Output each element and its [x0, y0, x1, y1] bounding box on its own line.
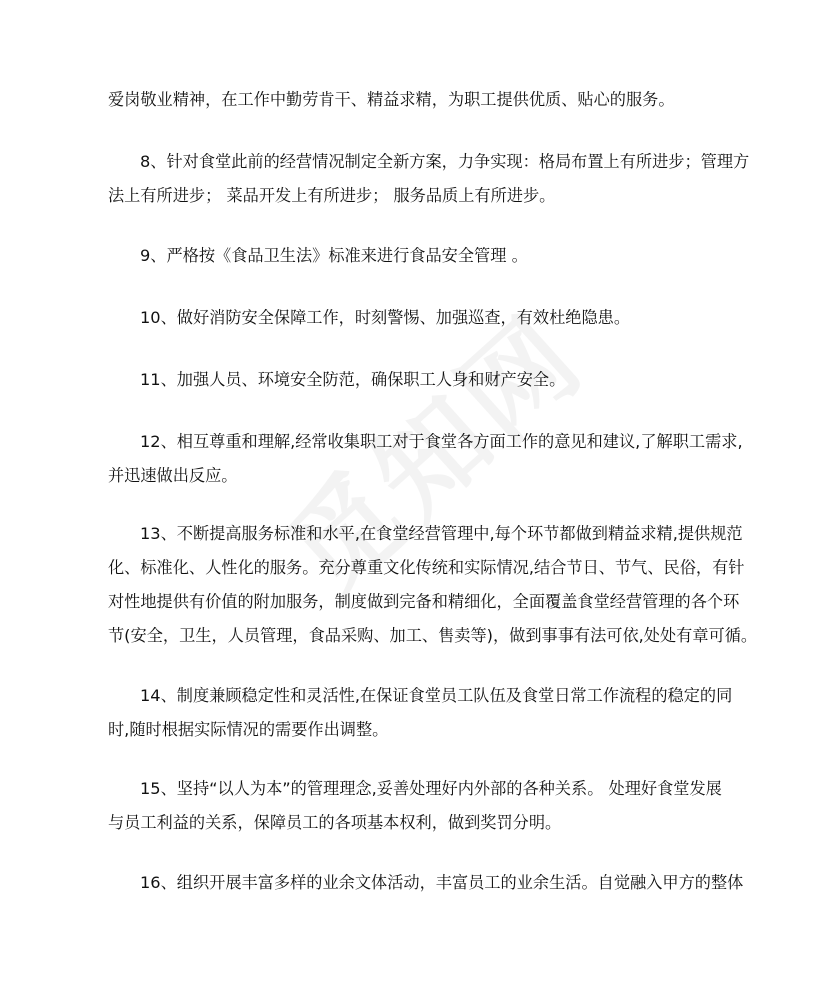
text-line: 9、严格按《食品卫生法》标准来进行食品安全管理 。 [140, 246, 528, 265]
paragraph-item-13 [108, 517, 758, 653]
text-line: 对性地提供有价值的附加服务，制度做到完备和精细化，全面覆盖食堂经营管理的各个环 [108, 592, 740, 611]
paragraph-item-12 [108, 425, 743, 493]
text-line: 节(安全，卫生，人员管理，食品采购、加工、售卖等)，做到事事有法可依,处处有章可循。 [108, 626, 758, 645]
paragraph-item-11 [108, 363, 728, 397]
paragraph-item-9 [108, 239, 728, 273]
text-line: 并迅速做出反应。 [108, 466, 238, 485]
text-line: 11、加强人员、环境安全防范，确保职工人身和财产安全。 [140, 370, 566, 389]
text-line: 时,随时根据实际情况的需要作出调整。 [108, 720, 389, 739]
text-line: 化、标准化、人性化的服务。充分尊重文化传统和实际情况,结合节日、节气、民俗，有针 [108, 558, 745, 577]
paragraph-item-10 [108, 301, 728, 335]
text-line: 10、做好消防安全保障工作，时刻警惕、加强巡查，有效杜绝隐患。 [140, 308, 631, 327]
text-line: 13、不断提高服务标准和水平,在食堂经营管理中,每个环节都做到精益求精,提供规范 [140, 524, 743, 543]
text-line: 16、组织开展丰富多样的业余文体活动，丰富员工的业余生活。自觉融入甲方的整体 [140, 873, 744, 892]
paragraph-item-14 [108, 679, 733, 747]
text-line: 14、制度兼顾稳定性和灵活性,在保证食堂员工队伍及食堂日常工作流程的稳定的同 [140, 686, 733, 705]
paragraph-item-16 [108, 866, 744, 900]
paragraph-item-8 [108, 145, 750, 213]
text-line: 与员工利益的关系，保障员工的各项基本权利，做到奖罚分明。 [108, 813, 562, 832]
text-line: 法上有所进步； 菜品开发上有所进步； 服务品质上有所进步。 [108, 186, 556, 205]
text-line: 8、针对食堂此前的经营情况制定全新方案，力争实现：格局布置上有所进步；管理方 [140, 152, 750, 171]
paragraph-item-15 [108, 772, 728, 840]
text-line: 12、相互尊重和理解,经常收集职工对于食堂各方面工作的意见和建议,了解职工需求, [140, 432, 743, 451]
paragraph-continuation [108, 83, 728, 117]
text-line: 爱岗敬业精神，在工作中勤劳肯干、精益求精，为职工提供优质、贴心的服务。 [108, 90, 675, 109]
text-line: 15、坚持“以人为本”的管理理念,妥善处理好内外部的各种关系。 处理好食堂发展 [140, 779, 722, 798]
